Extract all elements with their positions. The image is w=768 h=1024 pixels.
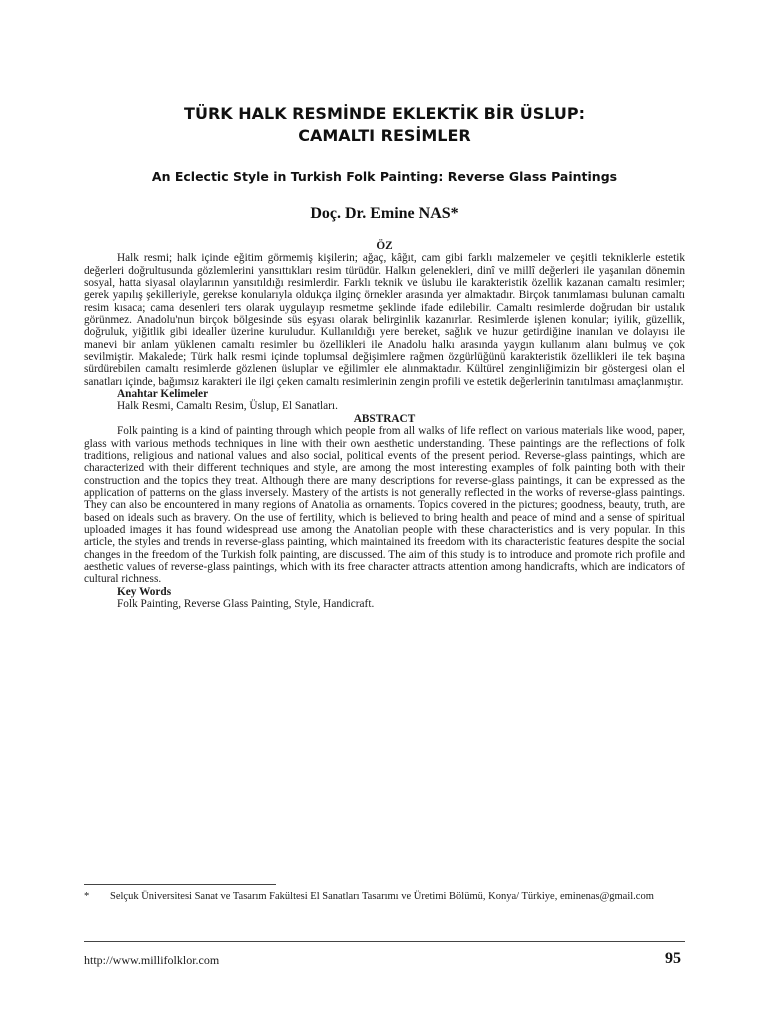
abstract-heading: ABSTRACT <box>353 412 416 425</box>
footer-divider <box>84 941 685 942</box>
footnote-text: Selçuk Üniversitesi Sanat ve Tasarım Fakültesi El Sanatları Tasarımı ve Üretimi Bölümü, Konya/ Türkiye, eminenas@gmail.com <box>110 891 654 902</box>
article-page <box>84 0 685 1024</box>
abstract-paragraph: Folk painting is a kind of painting through which people from all walks of life reflect on various materials like wood, paper, glass with various methods techniques in line with their own aesthetic understanding. These paintings are the reflections of folk traditions, religious and national values and also social, political events of the present period. Reverse-glass paintings, which are characterized with their different techniques and style, are among the most interesting examples of folk painting both with their construction and the topics they treat. Although there are many descriptions for reverse-glass paintings, it can be expressed as the application of patterns on the glass inversely. Mastery of the artists is not generally reflected in the works of reverse-glass paintings. They can also be encountered in many regions of Anatolia as ornaments. Topics covered in the pictures; goodness, beauty, truth, are based on ideals such as bravery. On the use of fertility, which is believed to bring health and peace of mind and a sense of spiritual uploaded images it has found widespread use among the Anatolian people with these characteristics and is very popular. In this article, the styles and trends in reverse-glass painting, which maintained its freedom with its characteristic features despite the social changes in the freedom of the Turkish folk painting, are discussed. The aim of this study is to introduce and promote rich profile and aesthetic values of reverse-glass paintings, which with its free character attracts attention among handicrafts, which are indicators of cultural richness. <box>84 425 685 586</box>
page-number: 95 <box>665 950 681 967</box>
article-body <box>84 240 685 610</box>
author-name: Doç. Dr. Emine NAS* <box>310 205 459 222</box>
english-keywords-heading: Key Words <box>117 585 172 598</box>
turkish-keywords-heading: Anahtar Kelimeler <box>117 388 209 401</box>
footnote-mark: * <box>84 891 90 902</box>
english-title: An Eclectic Style in Turkish Folk Painting: Reverse Glass Paintings <box>151 169 618 184</box>
oz-paragraph: Halk resmi; halk içinde eğitim görmemiş kişilerin; ağaç, kâğıt, cam gibi farklı malzemeler ve çeşitli tekniklerle estetik değerleri doğrultusunda gözlemlerini yansıttıkları resim türüdür. Halkın gelenekleri, dinî ve millî değerleri ile yaşanılan dönemin sosyal, hatta siyasal olaylarının yansıtıldığı resimlerdir. Farklı teknik ve üslubu ile karakteristik özellik kazanan camaltı resimler; gerek yapılış şekilleriyle, gerekse konularıyla oldukça ilginç örnekler arasında yer almaktadır. Birçok tanımlaması bulunan camaltı resim kısaca; cama desenleri ters olarak uygulayıp resmetme şeklinde ifade edilebilir. Camaltı resimlerde doğrudan bir ustalık görünmez. Anadolu'nun birçok bölgesinde süs eşyası olarak belirginlik kazanırlar. Resimlerde işlenen konular; iyilik, güzellik, doğruluk, yiğitlik gibi idealler üzerine kuruludur. Kullanıldığı yere bereket, sağlık ve huzur getirdiğine inanılan ve dolayısı ile manevi bir anlam yüklenen camaltı resimler bu özellikleri ile Anadolu halkı arasında yaygın kullanım alanı bulmuş ve çok sevilmiştir. Makalede; Türk halk resmi içinde toplumsal değişimlere rağmen özgürlüğünü karakteristik özellikleri ile tek başına sürdürebilen camaltı resimlerde gözlenen üsluplar ve eğilimler ele alınmaktadır. Kültürel zenginliğimizin bir göstergesi olan el sanatları içinde, bağımsız karakteri ile ilgi çeken camaltı resimlerinin zengin profili ve estetik değerlerinin tanıtılması amaçlanmıştır. <box>84 252 685 388</box>
title-line-2: CAMALTI RESİMLER <box>298 126 471 145</box>
turkish-keywords: Halk Resmi, Camaltı Resim, Üslup, El Sanatları. <box>117 400 338 413</box>
english-keywords: Folk Painting, Reverse Glass Painting, Style, Handicraft. <box>117 597 375 610</box>
footnote-divider <box>84 884 276 885</box>
oz-heading: ÖZ <box>376 240 393 252</box>
article-title <box>84 103 685 147</box>
footer-url-link[interactable]: http://www.millifolklor.com <box>84 953 220 967</box>
footnote <box>84 890 685 904</box>
title-line-1: TÜRK HALK RESMİNDE EKLEKTİK BİR ÜSLUP: <box>184 104 585 123</box>
